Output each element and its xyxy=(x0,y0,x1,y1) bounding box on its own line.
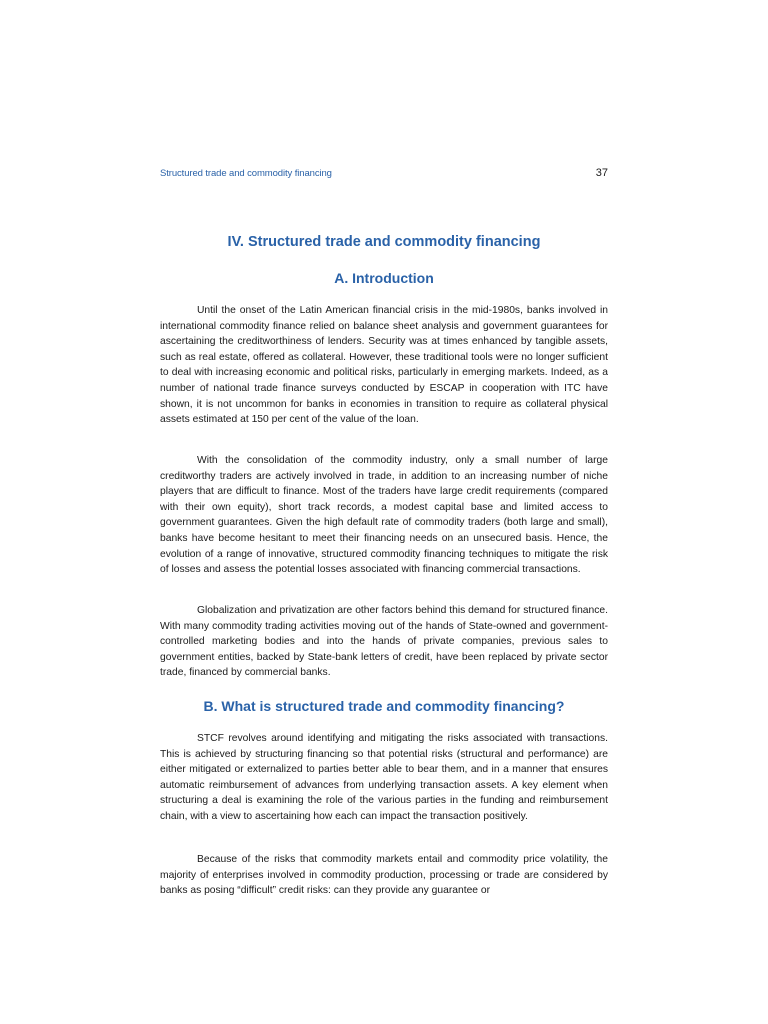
body-paragraph: STCF revolves around identifying and mitigating the risks associated with transactions. This is achieved by structuring financing so that potential risks (structural and performance) are either mitigated or externalized to parties better able to bear them, and in a manner that ensures automatic reimbursement of advances from underlying transaction assets. A key element when structuring a deal is examining the role of the various parties in the funding and reimbursement chain, with a view to ascertaining how each can impact the transaction positively. xyxy=(160,733,608,822)
body-paragraph: With the consolidation of the commodity industry, only a small number of large creditworthy traders are actively involved in trade, in addition to an increasing number of niche players that are difficult to finance. Most of the traders have large credit requirements (compared with their own equity), short track records, a modest capital base and limited access to government guarantees. Given the high default rate of commodity traders (both large and small), banks have become hesitant to meet their financing needs on an unsecured basis. Hence, the evolution of a range of innovative, structured commodity financing techniques to mitigate the risk of losses and assess the potential losses associated with financing commercial transactions. xyxy=(160,455,608,576)
chapter-title: IV. Structured trade and commodity financing xyxy=(227,234,541,250)
page-number: 37 xyxy=(595,167,608,179)
body-paragraph: Until the onset of the Latin American financial crisis in the mid-1980s, banks involved in international commodity finance relied on balance sheet analysis and government guarantees for ascertaining the creditworthiness of lenders. Security was at times enhanced by tangible assets, such as real estate, offered as collateral. However, these traditional tools were no longer sufficient to deal with increasing economic and political risks, particularly in emerging markets. Indeed, as a number of national trade finance surveys conducted by ESCAP in cooperation with ITC have shown, it is not uncommon for banks in economies in transition to require as collateral physical assets estimated at 150 per cent of the value of the loan. xyxy=(160,305,608,426)
section-heading-what-is-stcf: B. What is structured trade and commodity financing? xyxy=(203,698,565,714)
section-heading-introduction: A. Introduction xyxy=(334,270,434,286)
running-title: Structured trade and commodity financing xyxy=(160,168,332,179)
body-paragraph: Globalization and privatization are other factors behind this demand for structured finance. With many commodity trading activities moving out of the hands of State-owned and government-controlled marketing bodies and into the hands of private companies, previous sales to government entities, backed by State-bank letters of credit, have been replaced by private sector trade, financed by commercial banks. xyxy=(160,605,608,679)
body-paragraph: Because of the risks that commodity markets entail and commodity price volatility, the majority of enterprises involved in commodity production, processing or trade are considered by banks as posing “difficult” credit risks: can they provide any guarantee or xyxy=(160,854,608,897)
running-header xyxy=(160,168,608,182)
